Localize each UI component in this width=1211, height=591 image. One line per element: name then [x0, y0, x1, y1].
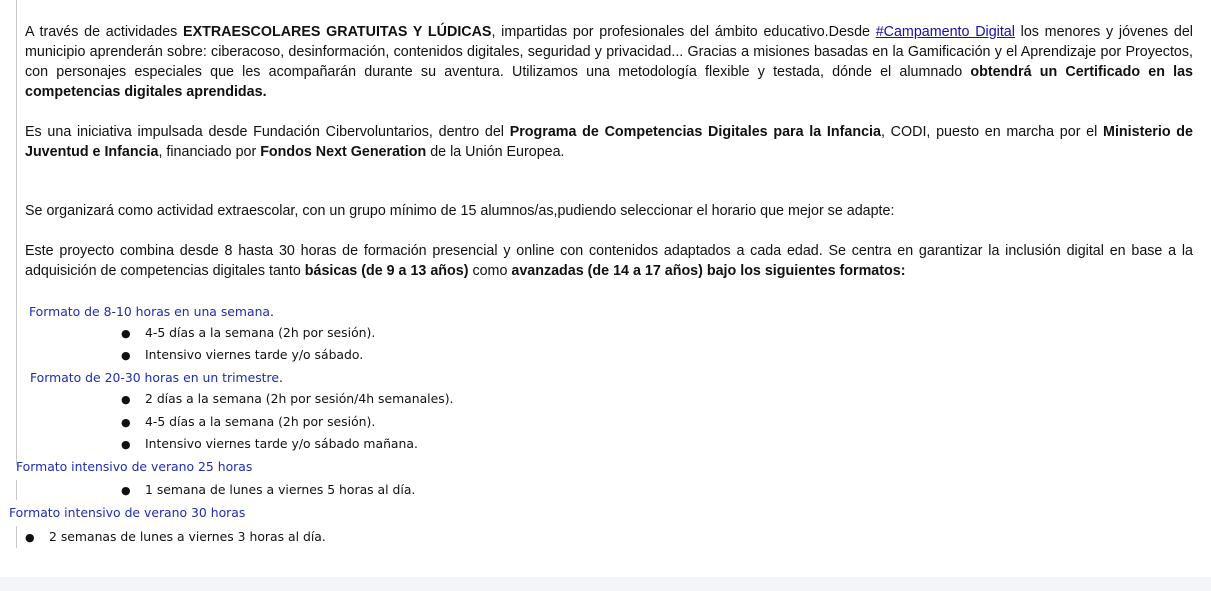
format-heading: Formato intensivo de verano 25 horas: [16, 459, 253, 474]
campamento-digital-link[interactable]: #Campamento Digital: [875, 24, 1015, 40]
bullet-icon: ●: [25, 531, 35, 544]
certificate-highlight: obtendrá un Certificado en las competencias digitales aprendidas.: [25, 64, 1194, 100]
format-heading: Formato de 8-10 horas en una semana.: [29, 304, 274, 319]
organize-paragraph: Se organizará como actividad extraescolar, con un grupo mínimo de 15 alumnos/as,pudiendo seleccionar el horario que mejor se adapte:: [25, 203, 895, 219]
bullet-icon: ●: [121, 393, 131, 406]
left-margin-rule: [16, 526, 17, 548]
intro-paragraph: A través de actividades EXTRAESCOLARES GRATUITAS Y LÚDICAS, impartidas por profesionales del ámbito educativo.Desde #Campamento Digital los menores y jóvenes del municipio aprenderán sobre: ciberacoso, desinformación, contenidos digitales, seguridad y privacidad... Gracias a misiones basadas en la Gamificación y el Aprendizaje por Proyectos, con personajes especiales que les acompañarán durante su aventura. Utilizamos una metodología flexible y testada, dónde el alumnado obtendrá un Certificado en las competencias digitales aprendidas.: [25, 24, 1194, 100]
format-heading: Formato de 20-30 horas en un trimestre.: [30, 370, 283, 385]
next-generation-highlight: Fondos Next Generation: [260, 144, 427, 160]
ministry-highlight: Ministerio de Juventud e Infancia: [25, 124, 1193, 160]
left-margin-rule: [16, 0, 17, 465]
basic-ages-highlight: básicas (de 9 a 13 años): [304, 263, 469, 279]
list-item: ● 2 días a la semana (2h por sesión/4h semanales).: [121, 391, 454, 406]
project-paragraph: Este proyecto combina desde 8 hasta 30 horas de formación presencial y online con contenidos adaptados a cada edad. Se centra en garantizar la inclusión digital en base a la adquisición de competencias digitales tanto básicas (de 9 a 13 años) como avanzadas (de 14 a 17 años) bajo los siguientes formatos:: [25, 243, 1193, 279]
list-item: ● 2 semanas de lunes a viernes 3 horas al día.: [25, 529, 326, 544]
list-item: ● Intensivo viernes tarde y/o sábado mañana.: [121, 436, 418, 451]
initiative-paragraph: Es una iniciativa impulsada desde Fundación Cibervoluntarios, dentro del Programa de Competencias Digitales para la Infancia, CODI, puesto en marcha por el Ministerio de Juventud e Infancia, financiado por Fondos Next Generation de la Unión Europea.: [25, 124, 1193, 160]
list-item: ● 1 semana de lunes a viernes 5 horas al día.: [121, 482, 416, 497]
bullet-icon: ●: [121, 327, 131, 340]
bullet-icon: ●: [121, 416, 131, 429]
left-margin-rule: [16, 480, 17, 500]
list-item: ● 4-5 días a la semana (2h por sesión).: [121, 325, 376, 340]
bullet-icon: ●: [121, 438, 131, 451]
list-item: ● Intensivo viernes tarde y/o sábado.: [121, 347, 364, 362]
bullet-icon: ●: [121, 484, 131, 497]
free-activities-highlight: EXTRAESCOLARES GRATUITAS Y LÚDICAS: [183, 24, 492, 40]
bullet-icon: ●: [121, 349, 131, 362]
advanced-ages-highlight: avanzadas (de 14 a 17 años) bajo los siguientes formatos:: [511, 263, 906, 279]
codi-program-highlight: Programa de Competencias Digitales para la Infancia: [509, 124, 881, 140]
list-item: ● 4-5 días a la semana (2h por sesión).: [121, 414, 376, 429]
page-footer-band: [0, 577, 1211, 591]
format-heading: Formato intensivo de verano 30 horas: [9, 505, 246, 520]
